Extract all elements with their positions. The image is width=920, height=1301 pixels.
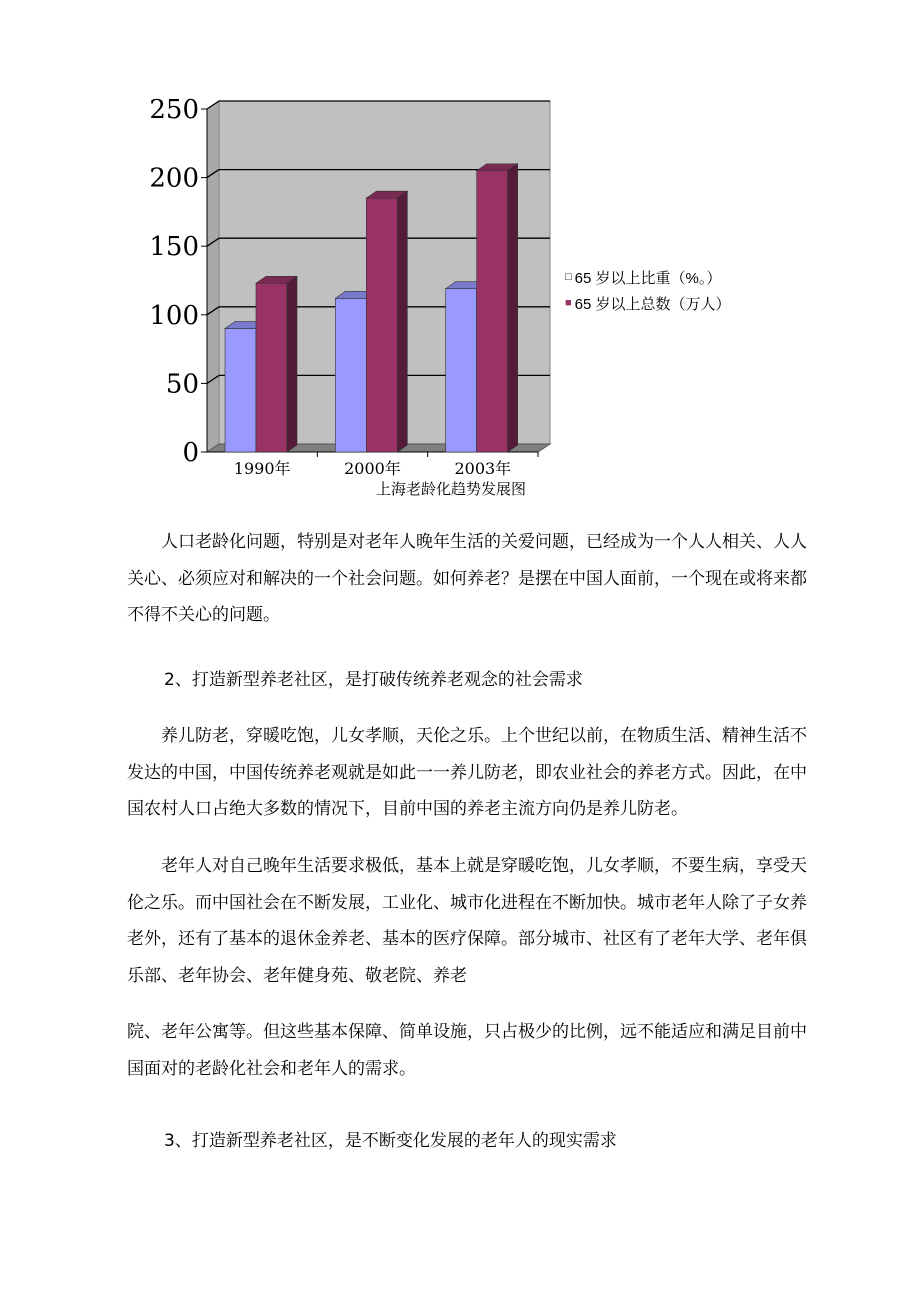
bar-0-1 (256, 283, 287, 452)
bar-chart (0, 0, 920, 510)
bar-2-0 (446, 289, 477, 452)
x-tick-label: 2003年 (454, 459, 512, 478)
section-heading-3: 3、打造新型养老社区，是不断变化发展的老年人的现实需求 (164, 1131, 617, 1151)
legend-item-proportion (565, 264, 731, 290)
y-tick-label: 50 (165, 369, 199, 400)
paragraph-traditional-care: 养儿防老，穿暖吃饱，儿女孝顺，天伦之乐。上个世纪以前，在物质生活、精神生活不发达的中国，中国传统养老观就是如此一一养儿防老，即农业社会的养老方式。因此，在中国农村人口占绝大多数的情况下，目前中国的养老主流方向仍是养儿防老。 (127, 726, 807, 819)
legend-marker-dark: ■ (565, 297, 572, 309)
bar-side-0-1 (287, 276, 297, 452)
paragraph-facilities: 院、老年公寓等。但这些基本保障、简单设施，只占极少的比例，远不能适应和满足目前中国面对的老龄化社会和老年人的需求。 (127, 1022, 807, 1079)
y-tick-label: 250 (149, 95, 199, 125)
legend-label-proportion: 65 岁以上比重（%。） (574, 269, 722, 287)
bar-2-1 (477, 171, 508, 452)
x-tick-label: 2000年 (344, 459, 401, 478)
section-heading-2: 2、打造新型养老社区，是打破传统养老观念的社会需求 (164, 670, 583, 690)
legend-label-total: 65 岁以上总数（万人） (574, 295, 731, 313)
legend-item-total (565, 290, 731, 316)
legend-marker-light: □ (565, 271, 572, 283)
bar-1-0 (335, 298, 366, 452)
bar-0-0 (225, 329, 256, 452)
chart-caption: 上海老龄化趋势发展图 (376, 480, 527, 498)
y-tick-label: 200 (149, 163, 199, 194)
bar-1-1 (366, 198, 397, 452)
bar-side-1-1 (397, 191, 407, 452)
paragraph-elderly-needs: 老年人对自己晚年生活要求极低，基本上就是穿暖吃饱，儿女孝顺，不要生病，享受天伦之乐。而中国社会在不断发展，工业化、城市化进程在不断加快。城市老年人除了子女养老外，还有了基本的退休金养老、基本的医疗保障。部分城市、社区有了老年大学、老年俱乐部、老年协会、老年健身苑、敬老院、养老 (127, 856, 807, 986)
paragraph-aging-issue: 人口老龄化问题，特别是对老年人晚年生活的关爱问题，已经成为一个人人相关、人人关心、必须应对和解决的一个社会问题。如何养老？是摆在中国人面前，一个现在或将来都不得不关心的问题。 (127, 532, 807, 625)
chart-legend (565, 264, 731, 316)
x-tick-label: 1990年 (233, 459, 291, 478)
y-tick-label: 0 (182, 438, 199, 468)
bar-side-2-1 (508, 164, 518, 452)
y-tick-label: 100 (149, 300, 199, 331)
y-tick-label: 150 (149, 232, 199, 263)
chart-side-wall (207, 101, 219, 452)
